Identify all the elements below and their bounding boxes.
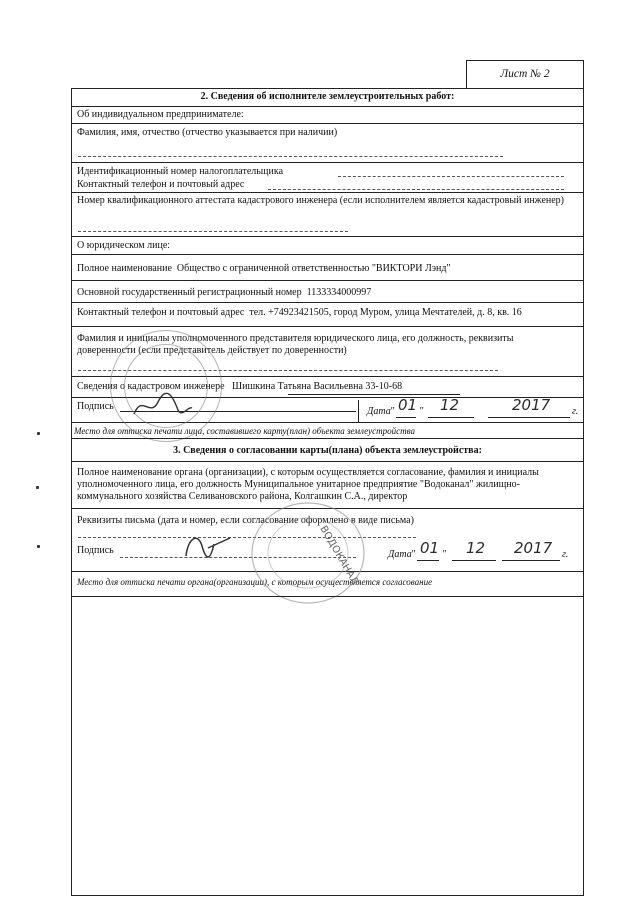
inn-field-line (338, 176, 564, 177)
date-day-line (417, 560, 439, 561)
divider (71, 596, 584, 597)
engineer-underline (288, 394, 460, 395)
vodokanal-stamp-text: ВОДОКАНАЛ (317, 524, 361, 587)
date-quote: " (411, 549, 416, 560)
signature-label-section3: Подпись (77, 545, 114, 556)
stamp-note-section2: Место для оттиска печати лица, составившего карту(план) объекта землеустройства (74, 426, 415, 436)
stamp-note-section3: Место для оттиска печати органа(организации), с которым осуществляется согласование (77, 577, 433, 587)
individual-header: Об индивидуальном предпринимателе: (77, 109, 244, 120)
divider (71, 192, 584, 193)
date-quote: " (390, 406, 395, 417)
divider (71, 162, 584, 163)
divider (71, 254, 584, 255)
sheet-number: Лист № 2 (466, 60, 584, 89)
ogrn-value: 1133334000997 (306, 287, 372, 298)
date-label: Дата (367, 406, 391, 417)
date-day-section3: 01 (420, 539, 440, 557)
ogrn-row (77, 287, 371, 299)
full-name-label: Полное наименование (77, 263, 172, 274)
full-name-value: Общество с ограниченной ответственностью "ВИКТОРИ Лэнд" (176, 263, 451, 274)
date-day: 01 (398, 396, 418, 414)
fio-label: Фамилия, имя, отчество (отчество указывается при наличии) (77, 127, 338, 138)
legal-contact-row (77, 307, 522, 319)
full-name-row (77, 263, 451, 275)
legal-contact-label: Контактный телефон и почтовый адрес (77, 307, 245, 318)
divider (71, 302, 584, 303)
date-month-section3: 12 (466, 539, 486, 557)
contact-field-line (268, 189, 564, 190)
date-month-line (428, 417, 474, 418)
divider (71, 123, 584, 124)
date-quote: " (442, 549, 447, 560)
divider (71, 236, 584, 237)
attestat-label: Номер квалификационного аттестата кадастрового инженера (если исполнителем является кадастровый инженер) (77, 195, 565, 206)
date-year-line (488, 417, 570, 418)
date-suffix: г. (572, 406, 579, 417)
engineer-label: Сведения о кадастровом инженере (77, 381, 225, 392)
date-quote: " (419, 406, 424, 417)
divider (71, 280, 584, 281)
divider (71, 438, 584, 439)
section2-title: 2. Сведения об исполнителе землеустроительных работ: (200, 91, 455, 102)
legal-header: О юридическом лице: (77, 240, 171, 251)
ogrn-label: Основной государственный регистрационный номер (77, 287, 302, 298)
letter-label: Реквизиты письма (дата и номер, если согласование оформлено в виде письма) (77, 515, 414, 526)
signature-mark-section3 (178, 526, 238, 566)
date-year-section3: 2017 (514, 539, 553, 557)
divider (71, 326, 584, 327)
vodokanal-stamp (248, 498, 368, 608)
date-suffix-section3: г. (562, 549, 569, 560)
date-month-line (452, 560, 496, 561)
divider (71, 106, 584, 107)
date-day-line (396, 417, 416, 418)
date-year: 2017 (512, 396, 551, 414)
org-text: Полное наименование органа (организации), с которым осуществляется согласование, фамилия и инициалы уполномоченного лица, его должность Муниципальное унитарное предприятие "Водоканал" жилищно-коммунального хозяйства Селивановского района, Колгашкин С.А., директор (77, 467, 539, 502)
fio-field-line (78, 156, 503, 157)
legal-contact-value: тел. +74923421505, город Муром, улица Мечтателей, д. 8, кв. 16 (249, 307, 522, 318)
signature-label: Подпись (77, 401, 114, 412)
inn-label: Идентификационный номер налогоплательщика (77, 166, 284, 177)
engineer-value: Шишкина Татьяна Васильевна 33-10-68 (232, 381, 403, 392)
company-stamp-inner (124, 344, 208, 428)
attestat-field-line (78, 231, 348, 232)
date-month: 12 (440, 396, 460, 414)
representative-label: Фамилия и инициалы уполномоченного представителя юридического лица, его должность, реквизиты доверенности (если представитель действует по доверенности) (77, 333, 514, 356)
section3-title: 3. Сведения о согласовании карты(плана) объекта землеустройства: (173, 445, 482, 456)
date-year-line (502, 560, 560, 561)
margin-mark (37, 432, 40, 435)
date-label-section3: Дата (388, 549, 412, 560)
margin-mark (37, 545, 40, 548)
divider (71, 461, 584, 462)
contact-label: Контактный телефон и почтовый адрес (77, 179, 245, 190)
margin-mark (36, 486, 39, 489)
